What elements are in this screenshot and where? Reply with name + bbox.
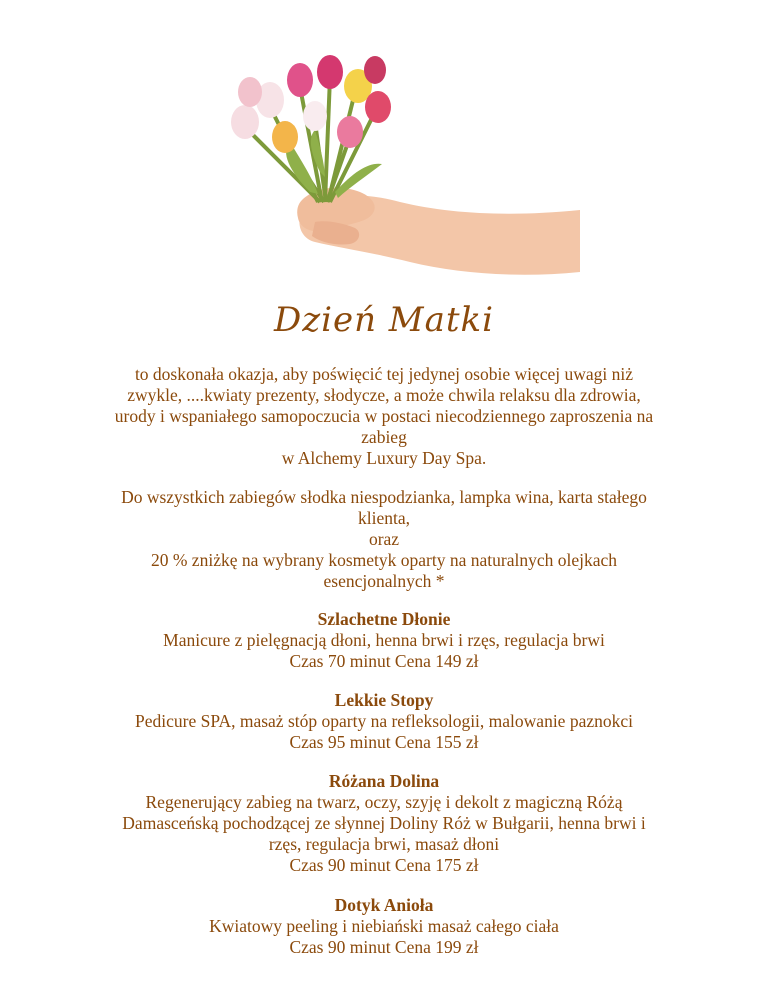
intro-line: to doskonała okazja, aby poświęcić tej jedynej osobie więcej uwagi niż	[134, 364, 634, 384]
intro-line: urody i wspaniałego samopoczucia w postaci niecodziennego zaproszenia na	[114, 406, 654, 426]
service-name: Lekkie Stopy	[334, 690, 434, 710]
tulip-bouquet-image	[190, 52, 580, 282]
promo-line: klienta,	[358, 508, 410, 528]
intro-line: zwykle, ....kwiaty prezenty, słodycze, a może chwila relaksu dla zdrowia,	[127, 385, 641, 405]
service-block	[70, 895, 698, 958]
promo-line: esencjonalnych *	[323, 571, 445, 591]
service-name: Różana Dolina	[328, 771, 440, 791]
service-block	[70, 771, 698, 876]
promo-line: 20 % zniżkę na wybrany kosmetyk oparty na naturalnych olejkach	[150, 550, 618, 570]
service-description: Kwiatowy peeling i niebiański masaż całego ciała	[209, 916, 559, 936]
service-description: Regenerujący zabieg na twarz, oczy, szyję i dekolt z magiczną Różą	[145, 792, 623, 812]
page-title: Dzień Matki	[273, 300, 495, 340]
service-description: Pedicure SPA, masaż stóp oparty na refleksologii, malowanie paznokci	[135, 711, 633, 731]
service-description: rzęs, regulacja brwi, masaż dłoni	[268, 834, 500, 854]
service-description: Manicure z pielęgnacją dłoni, henna brwi i rzęs, regulacja brwi	[163, 630, 605, 650]
intro-paragraph	[70, 364, 698, 469]
intro-line: w Alchemy Luxury Day Spa.	[281, 448, 487, 468]
promo-paragraph	[70, 487, 698, 592]
service-name: Dotyk Anioła	[334, 895, 434, 915]
promo-line: oraz	[368, 529, 400, 549]
service-time-price: Czas 95 minut Cena 155 zł	[289, 732, 479, 752]
promo-line: Do wszystkich zabiegów słodka niespodzianka, lampka wina, karta stałego	[121, 487, 647, 507]
service-time-price: Czas 90 minut Cena 175 zł	[289, 855, 479, 875]
service-time-price: Czas 90 minut Cena 199 zł	[289, 937, 479, 957]
service-name: Szlachetne Dłonie	[317, 609, 451, 629]
service-block	[70, 690, 698, 753]
intro-line: zabieg	[361, 427, 407, 447]
service-block	[70, 609, 698, 672]
service-time-price: Czas 70 minut Cena 149 zł	[289, 651, 479, 671]
service-description: Damasceńską pochodzącej ze słynnej Doliny Róż w Bułgarii, henna brwi i	[122, 813, 646, 833]
